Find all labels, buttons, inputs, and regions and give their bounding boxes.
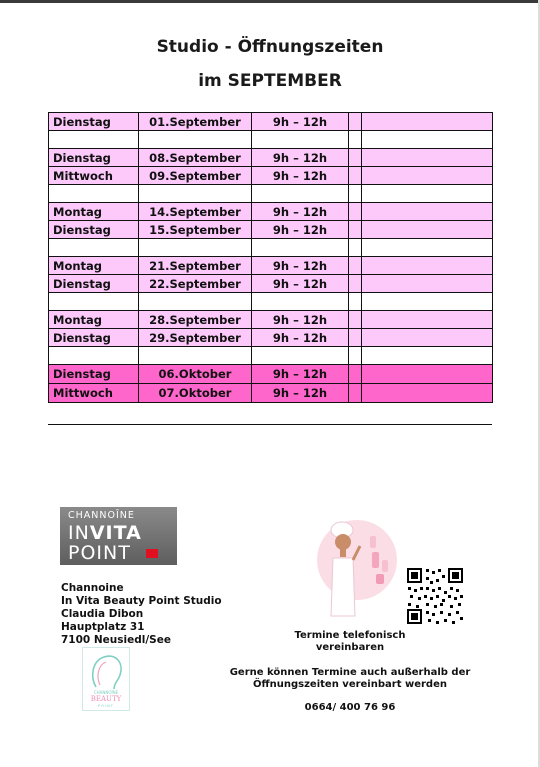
empty-cell xyxy=(362,221,493,239)
day-cell xyxy=(49,239,139,257)
time-cell: 9h – 12h xyxy=(252,311,349,329)
time-cell: 9h – 12h xyxy=(252,329,349,347)
page-title: Studio - Öffnungszeiten xyxy=(156,37,384,57)
empty-cell xyxy=(349,149,362,167)
day-cell xyxy=(49,185,139,203)
time-cell: 9h – 12h xyxy=(252,275,349,293)
schedule-row xyxy=(49,275,493,293)
time-cell: 9h – 12h xyxy=(252,365,349,384)
date-cell: 09.September xyxy=(139,167,252,185)
date-cell xyxy=(139,131,252,149)
date-cell: 06.Oktober xyxy=(139,365,252,384)
date-cell xyxy=(139,185,252,203)
address-line: In Vita Beauty Point Studio xyxy=(61,595,222,607)
schedule-row xyxy=(49,149,493,167)
spacer-row xyxy=(49,239,493,257)
date-cell: 01.September xyxy=(139,113,252,131)
qr-code[interactable] xyxy=(406,567,464,625)
schedule-row xyxy=(49,365,493,384)
time-cell: 9h – 12h xyxy=(252,149,349,167)
phone-number: 0664/ 400 76 96 xyxy=(304,702,396,713)
empty-cell xyxy=(362,203,493,221)
empty-cell xyxy=(349,221,362,239)
date-cell: 14.September xyxy=(139,203,252,221)
schedule-row xyxy=(49,384,493,403)
top-border xyxy=(0,0,540,3)
beauty-point-logo xyxy=(82,647,130,711)
address-line: 7100 Neusiedl/See xyxy=(61,634,171,646)
page-subtitle: im SEPTEMBER xyxy=(198,71,342,91)
date-cell xyxy=(139,239,252,257)
empty-cell xyxy=(349,384,362,403)
day-cell: Dienstag xyxy=(49,365,139,384)
time-cell: 9h – 12h xyxy=(252,221,349,239)
table-bottom-line xyxy=(48,424,492,425)
address-line: Hauptplatz 31 xyxy=(61,621,145,633)
schedule-table xyxy=(48,112,493,403)
empty-cell xyxy=(349,113,362,131)
empty-cell xyxy=(349,257,362,275)
empty-cell xyxy=(362,311,493,329)
day-cell: Dienstag xyxy=(49,149,139,167)
schedule-row xyxy=(49,203,493,221)
date-cell: 22.September xyxy=(139,275,252,293)
svg-text:CHANNOÎNE: CHANNOÎNE xyxy=(93,690,119,695)
empty-cell xyxy=(362,185,493,203)
day-cell xyxy=(49,293,139,311)
empty-cell xyxy=(362,149,493,167)
empty-cell xyxy=(349,239,362,257)
day-cell xyxy=(49,131,139,149)
day-cell: Montag xyxy=(49,257,139,275)
address-block xyxy=(61,582,222,647)
empty-cell xyxy=(349,167,362,185)
date-cell xyxy=(139,293,252,311)
address-line: Claudia Dibon xyxy=(61,608,144,620)
phone-appointment-note: Termine telefonisch vereinbaren xyxy=(294,630,406,653)
empty-cell xyxy=(349,347,362,365)
date-cell xyxy=(139,347,252,365)
day-cell: Montag xyxy=(49,203,139,221)
day-cell: Dienstag xyxy=(49,113,139,131)
day-cell: Dienstag xyxy=(49,275,139,293)
date-cell: 21.September xyxy=(139,257,252,275)
empty-cell xyxy=(362,113,493,131)
schedule-row xyxy=(49,311,493,329)
date-cell: 29.September xyxy=(139,329,252,347)
time-cell: 9h – 12h xyxy=(252,203,349,221)
empty-cell xyxy=(362,347,493,365)
invita-point-logo: CHANNOÎNE INVITA POINT xyxy=(60,507,177,565)
time-cell xyxy=(252,293,349,311)
day-cell xyxy=(49,347,139,365)
day-cell: Mittwoch xyxy=(49,167,139,185)
spacer-row xyxy=(49,347,493,365)
time-cell xyxy=(252,131,349,149)
time-cell: 9h – 12h xyxy=(252,113,349,131)
empty-cell xyxy=(349,275,362,293)
date-cell: 28.September xyxy=(139,311,252,329)
schedule-row xyxy=(49,167,493,185)
time-cell: 9h – 12h xyxy=(252,384,349,403)
empty-cell xyxy=(349,131,362,149)
empty-cell xyxy=(349,329,362,347)
spacer-row xyxy=(49,185,493,203)
address-line: Channoine xyxy=(61,582,124,594)
time-cell: 9h – 12h xyxy=(252,167,349,185)
time-cell: 9h – 12h xyxy=(252,257,349,275)
day-cell: Mittwoch xyxy=(49,384,139,403)
day-cell: Dienstag xyxy=(49,329,139,347)
time-cell xyxy=(252,347,349,365)
spacer-row xyxy=(49,293,493,311)
time-cell xyxy=(252,185,349,203)
empty-cell xyxy=(349,185,362,203)
schedule-row xyxy=(49,329,493,347)
empty-cell xyxy=(349,365,362,384)
empty-cell xyxy=(362,365,493,384)
spacer-row xyxy=(49,131,493,149)
extra-hours-note: Gerne können Termine auch außerhalb der Öffnungszeiten vereinbart werden xyxy=(229,667,471,690)
day-cell: Dienstag xyxy=(49,221,139,239)
time-cell xyxy=(252,239,349,257)
empty-cell xyxy=(362,131,493,149)
date-cell: 08.September xyxy=(139,149,252,167)
empty-cell xyxy=(362,293,493,311)
schedule-row xyxy=(49,113,493,131)
empty-cell xyxy=(362,384,493,403)
empty-cell xyxy=(362,167,493,185)
svg-text:POINT: POINT xyxy=(98,704,114,708)
empty-cell xyxy=(349,293,362,311)
empty-cell xyxy=(349,311,362,329)
svg-text:BEAUTY: BEAUTY xyxy=(90,695,122,703)
date-cell: 07.Oktober xyxy=(139,384,252,403)
schedule-row xyxy=(49,221,493,239)
schedule-row xyxy=(49,257,493,275)
day-cell: Montag xyxy=(49,311,139,329)
empty-cell xyxy=(349,203,362,221)
spa-woman-illustration xyxy=(316,516,398,628)
empty-cell xyxy=(362,239,493,257)
empty-cell xyxy=(362,275,493,293)
date-cell: 15.September xyxy=(139,221,252,239)
empty-cell xyxy=(362,257,493,275)
empty-cell xyxy=(362,329,493,347)
